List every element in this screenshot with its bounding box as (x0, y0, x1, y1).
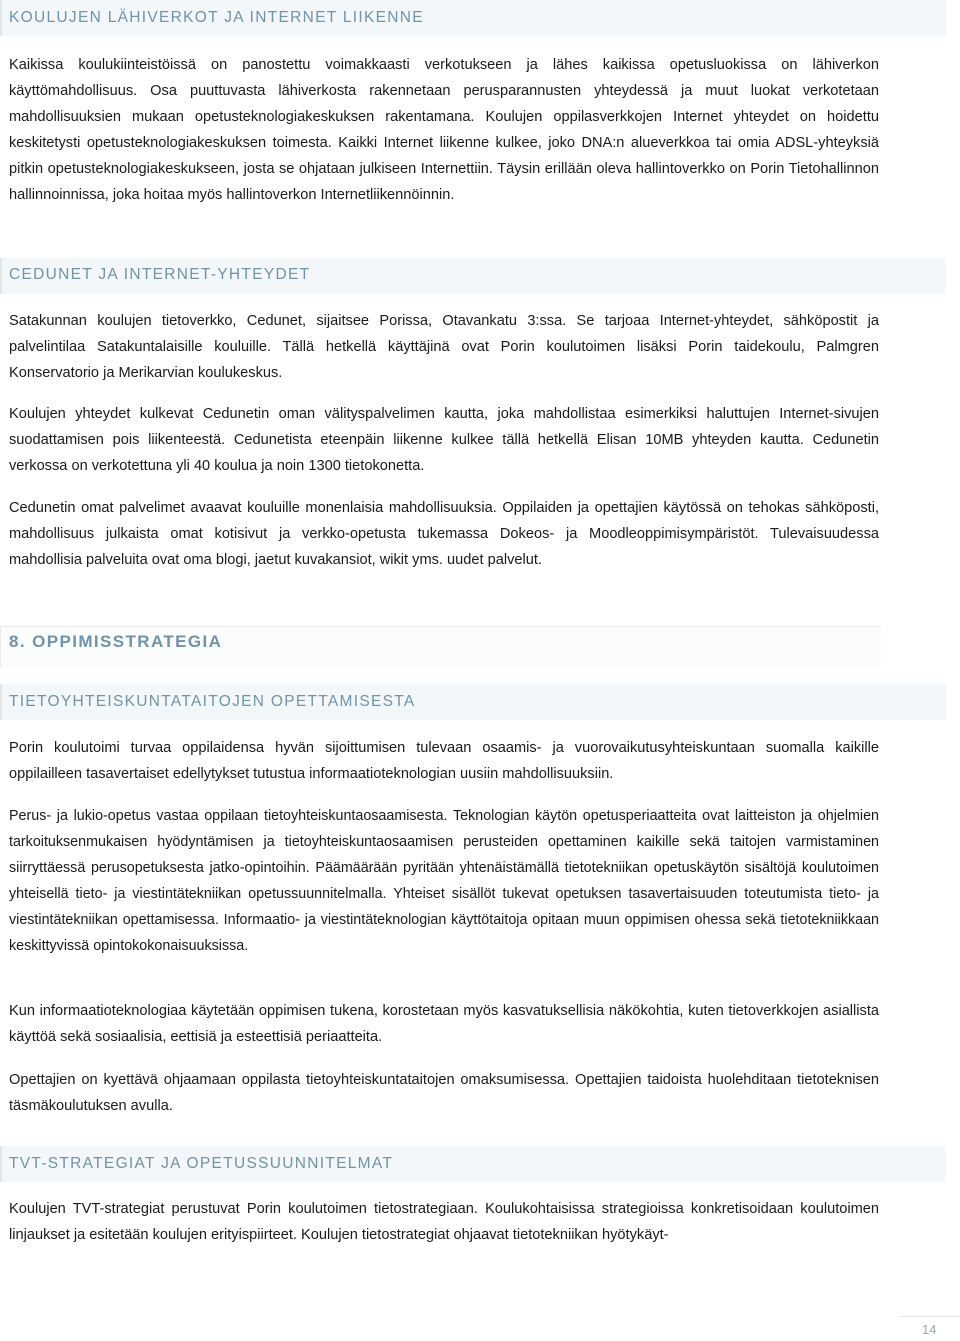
paragraph-cedunet-3: Cedunetin omat palvelimet avaavat kouluille monenlaisia mahdollisuuksia. Oppilaiden ja opettajien käytössä on tehokas sähköposti, mahdollisuus julkaista omat kotisivut ja verkko-opetusta tukemassa Dokeos- ja Moodleoppimisympäristöt. Tulevaisuudessa mahdollisia palveluita ovat oma blogi, jaetut kuvakansiot, wikit yms. uudet palvelut. (9, 500, 879, 568)
section-heading-tvt: TVT-STRATEGIAT JA OPETUSSUUNNITELMAT (9, 1155, 394, 1172)
paragraph-tvt: Koulujen TVT-strategiat perustuvat Porin koulutoimen tietostrategiaan. Koulukohtaisissa strategioissa konkretisoidaan koulutoimen linjaukset ja esitetään koulujen erityispiirteet. Koulujen tietostrategiat ohjaavat tietotekniikan hyötykäyt- (9, 1201, 879, 1243)
section-heading-taidot: TIETOYHTEISKUNTATAITOJEN OPETTAMISESTA (9, 693, 416, 710)
paragraph-taidot-2: Perus- ja lukio-opetus vastaa oppilaan tietoyhteiskuntaosaamisesta. Teknologian käytön opetusperiaatteita ovat laitteiston ja ohjelmien tarkoituksenmukaisen hyödyntämisen ja tietoyhteiskuntaosaamisen perusteiden opettaminen kaikille sekä taitojen varmistaminen siirryttäessä perusopetuksesta jatko-opintoihin. Päämäärään pyritään yhtenäistämällä tietotekniikan opetuskäytön sisältöjä koulutoimen yhteisellä tieto- ja viestintätekniikan opetussuunnitelmalla. Yhteiset sisällöt tukevat opetuksen tasavertaisuuden toteutumista tieto- ja viestintätekniikan opettamisessa. Informaatio- ja viestintäteknologian käyttötaitoja opitaan muun oppimisen ohessa sekä tietotekniikkaan keskittyvissä opintokokonaisuuksissa. (9, 808, 879, 954)
paragraph-cedunet-2: Koulujen yhteydet kulkevat Cedunetin oman välityspalvelimen kautta, joka mahdollistaa esimerkiksi haluttujen Internet-sivujen suodattamisen pois liikenteestä. Cedunetista eteenpäin liikenne kulkee tällä hetkellä Elisan 10MB yhteyden kautta. Cedunetin verkossa on verkotettuna yli 40 koulua ja noin 1300 tietokonetta. (9, 406, 879, 474)
paragraph-lahiverkot: Kaikissa koulukiinteistöissä on panostettu voimakkaasti verkotukseen ja lähes kaikissa opetusluokissa on lähiverkon käyttömahdollisuus. Osa puuttuvasta lähiverkosta rakennetaan perusparannusten yhteydessä ja muut luokat verkotetaan mahdollisuuksien mukaan opetusteknologiakeskuksen rakentamana. Koulujen oppilasverkkojen Internet yhteydet on hoidettu keskitetysti opetusteknologiakeskuksen toimesta. Kaikki Internet liikenne kulkee, joko DNA:n alueverkkoa tai omia ADSL-yhteyksiä pitkin opetusteknologiakeskukseen, josta se ohjataan julkiseen Internettiin. Täysin erillään oleva hallintoverkko on Porin Tietohallinnon hallinnoinnissa, joka hoitaa myös hallintoverkon Internetliikennöinnin. (9, 57, 879, 203)
paragraph-taidot-3: Kun informaatioteknologiaa käytetään oppimisen tukena, korostetaan myös kasvatuksellisia näkökohtia, kuten tietoverkkojen asiallista käyttöä sekä sosiaalisia, eettisiä ja esteettisiä periaatteita. (9, 1003, 879, 1045)
heading-left-rule (0, 684, 2, 720)
section-heading-cedunet: CEDUNET JA INTERNET-YHTEYDET (9, 266, 311, 283)
page-number: 14 (922, 1322, 937, 1337)
heading-left-rule (0, 0, 2, 36)
paragraph-taidot-4: Opettajien on kyettävä ohjaamaan oppilasta tietoyhteiskuntataitojen omaksumisessa. Opettajien taidoista huolehditaan tietoteknisen täsmäkoulutuksen avulla. (9, 1072, 879, 1114)
page-number-rule (900, 1316, 960, 1317)
heading-left-rule (0, 1146, 2, 1182)
heading-left-rule (0, 258, 2, 294)
paragraph-cedunet-1: Satakunnan koulujen tietoverkko, Cedunet, sijaitsee Porissa, Otavankatu 3:ssa. Se tarjoaa Internet-yhteydet, sähköpostit ja palvelintilaa Satakuntalaisille kouluille. Tällä hetkellä käyttäjinä ovat Porin koulutoimen lisäksi Porin taidekoulu, Palmgren Konservatorio ja Merikarvian koulukeskus. (9, 313, 879, 381)
chapter-heading: 8. OPPIMISSTRATEGIA (9, 632, 223, 651)
paragraph-taidot-1: Porin koulutoimi turvaa oppilaidensa hyvän sijoittumisen tulevaan osaamis- ja vuorovaikutusyhteiskuntaan suomalla kaikille oppilailleen tasavertaiset edellytykset tutustua informaatioteknologian uusiin mahdollisuuksiin. (9, 740, 879, 782)
section-heading-lahiverkot: KOULUJEN LÄHIVERKOT JA INTERNET LIIKENNE (9, 9, 424, 26)
